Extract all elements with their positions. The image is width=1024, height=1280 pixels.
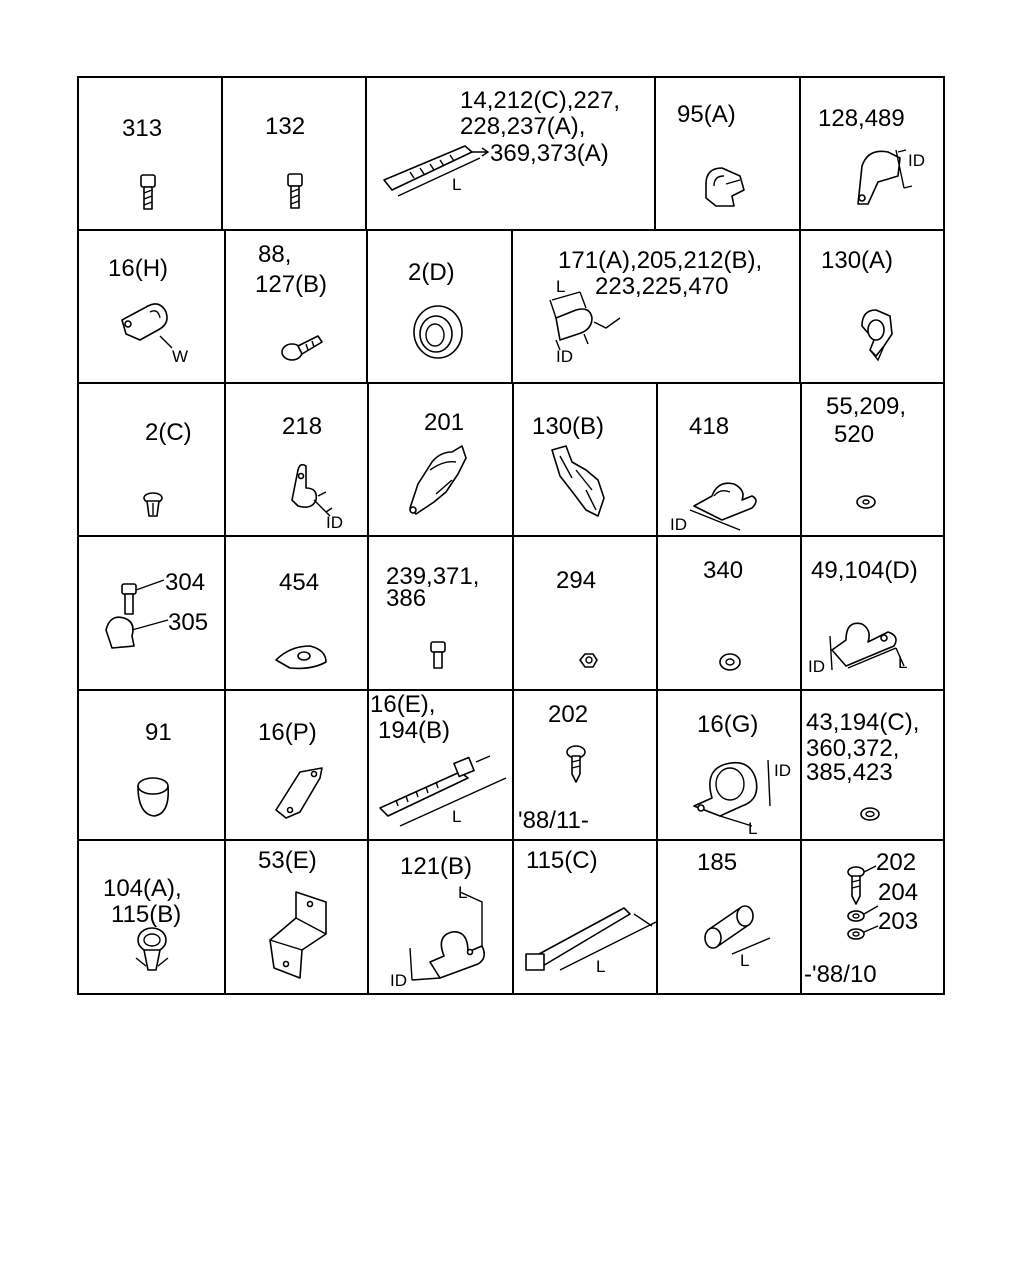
cable-tie-icon <box>384 146 488 196</box>
cable-tie-icon <box>380 756 506 826</box>
nut-icon <box>580 654 597 667</box>
part-label: 294 <box>556 567 597 594</box>
part-label: 91 <box>145 719 172 746</box>
dimension-label: L <box>596 957 606 976</box>
strap-icon <box>276 768 322 818</box>
bracket-icon <box>410 446 466 514</box>
part-label: 2(D) <box>408 259 455 286</box>
part-label: 88, <box>258 241 292 268</box>
dimension-label: ID <box>670 515 687 534</box>
part-label: 313 <box>122 115 163 142</box>
part-label: 16(P) <box>258 719 317 746</box>
part-label: 16(E), <box>370 691 436 718</box>
part-label: '88/11- <box>518 807 589 834</box>
part-label: 16(G) <box>697 711 759 738</box>
dimension-label: L <box>452 175 462 194</box>
clip-icon <box>706 168 744 206</box>
clip-icon <box>862 310 892 360</box>
part-label: 49,104(D) <box>811 557 918 584</box>
dimension-label: L <box>556 277 566 296</box>
part-label: 239,371, <box>386 563 480 590</box>
push-clip-icon <box>144 493 162 516</box>
part-label: -'88/10 <box>804 961 877 988</box>
part-label: 201 <box>424 409 465 436</box>
hose-clamp-icon <box>550 292 620 350</box>
part-label: 43,194(C), <box>806 709 920 736</box>
part-label: 115(B) <box>111 901 182 928</box>
part-label: 128,489 <box>818 105 905 132</box>
clamp-icon <box>106 617 168 648</box>
part-label: 223,225,470 <box>595 273 729 300</box>
part-label: 218 <box>282 413 323 440</box>
part-label: 115(C) <box>526 847 598 874</box>
part-label: 53(E) <box>258 847 317 874</box>
part-label: 171(A),205,212(B), <box>558 247 763 274</box>
part-label: 130(A) <box>821 247 894 274</box>
bolt-icon <box>282 336 322 360</box>
bolt-icon <box>288 174 302 208</box>
clamp-icon <box>410 892 484 980</box>
bracket-icon <box>270 892 326 978</box>
cap-icon <box>138 778 168 816</box>
part-label: 203 <box>878 908 919 935</box>
bolt-icon <box>431 642 445 668</box>
part-label: 369,373(A) <box>490 140 609 167</box>
dimension-label: L <box>748 819 758 838</box>
part-label: 121(B) <box>400 853 473 880</box>
part-label: 104(A), <box>103 875 182 902</box>
washer-icon <box>857 496 875 508</box>
part-label: 132 <box>265 113 306 140</box>
part-label: 304 <box>165 569 206 596</box>
part-label: 418 <box>689 413 730 440</box>
part-label: 202 <box>548 701 589 728</box>
clamp-icon <box>292 465 332 516</box>
dimension-label: ID <box>390 971 407 990</box>
clamp-icon <box>858 150 912 204</box>
clip-icon <box>552 446 604 516</box>
part-label: 127(B) <box>255 271 328 298</box>
clamp-icon <box>690 483 756 530</box>
part-label: 14,212(C),227, <box>460 87 621 114</box>
washer-icon <box>848 926 878 939</box>
part-label: 340 <box>703 557 744 584</box>
nut-clip-icon <box>276 646 326 668</box>
part-label: 228,237(A), <box>460 113 586 140</box>
clip-icon <box>136 928 168 970</box>
part-label: 520 <box>834 421 875 448</box>
screw-icon <box>567 746 585 782</box>
bolt-icon <box>122 580 164 614</box>
clamp-icon <box>122 304 172 348</box>
part-label: 95(A) <box>677 101 736 128</box>
dimension-label: W <box>172 347 189 366</box>
dimension-label: L <box>898 653 908 672</box>
part-label: 204 <box>878 879 919 906</box>
grid <box>78 77 944 994</box>
dimension-label: ID <box>326 513 343 532</box>
part-label: 2(C) <box>145 419 192 446</box>
clip-ring-icon <box>861 808 879 820</box>
part-label: 55,209, <box>826 393 907 420</box>
sleeve-icon <box>705 906 770 954</box>
grommet-icon <box>414 306 462 358</box>
part-label: 360,372, <box>806 735 900 762</box>
part-label: 386 <box>386 585 427 612</box>
dimension-label: ID <box>556 347 573 366</box>
screw-icon <box>848 866 876 904</box>
bolt-icon <box>141 175 155 209</box>
dimension-label: ID <box>808 657 825 676</box>
part-label: 202 <box>876 849 917 876</box>
part-label: 16(H) <box>108 255 169 282</box>
part-label: 454 <box>279 569 320 596</box>
dimension-label: L <box>458 883 468 902</box>
part-label: 130(B) <box>532 413 605 440</box>
dimension-label: ID <box>908 151 925 170</box>
washer-icon <box>848 906 878 921</box>
part-label: 385,423 <box>806 759 893 786</box>
dimension-label: L <box>452 807 462 826</box>
dimension-label: L <box>740 951 750 970</box>
nut-icon <box>720 654 740 670</box>
clamp-icon <box>694 760 770 826</box>
clamp-icon <box>830 623 904 670</box>
part-label: 185 <box>697 849 738 876</box>
cable-tie-icon <box>526 908 656 970</box>
dimension-label: ID <box>774 761 791 780</box>
part-label: 305 <box>168 609 209 636</box>
part-label: 194(B) <box>378 717 451 744</box>
